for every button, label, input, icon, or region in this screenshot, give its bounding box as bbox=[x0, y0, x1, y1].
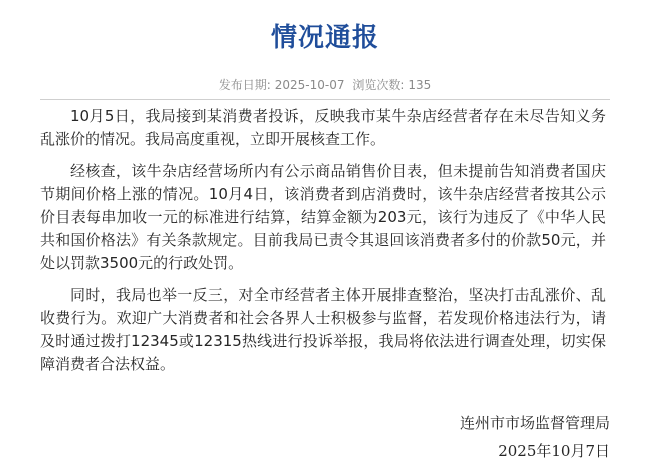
signature-date: 2025年10月7日 bbox=[498, 442, 610, 460]
paragraph-findings: 经核查，该牛杂店经营场所内有公示商品销售价目表，但未提前告知消费者国庆节期间价格上涨的情况。10月4日，该消费者到店消费时，该牛杂店经营者按其公示价目表每串加收一元的标准进行结算，结算金额为203元，该行为违反了《中华人民共和国价格法》有关条款规定。目前我局已责令其退回该消费者多付的价款50元，并处以罚款3500元的行政处罚。 bbox=[40, 162, 606, 272]
view-count-label: 浏览次数: bbox=[352, 78, 405, 92]
publish-date: 2025-10-07 bbox=[274, 78, 345, 92]
page-title: 情况通报 bbox=[270, 23, 379, 53]
publish-date-label: 发布日期: bbox=[218, 78, 271, 92]
paragraph-complaint: 10月5日，我局接到某消费者投诉，反映我市某牛杂店经营者存在未尽告知义务乱涨价的情况。我局高度重视，立即开展核查工作。 bbox=[40, 107, 606, 148]
paragraph-actions: 同时，我局也举一反三，对全市经营者主体开展排查整治，坚决打击乱涨价、乱收费行为。欢迎广大消费者和社会各界人士积极参与监督，若发现价格违法行为，请及时通过拨打12345或12315热线进行投诉举报，我局将依法进行调查处理，切实保障消费者合法权益。 bbox=[40, 286, 606, 373]
view-count: 135 bbox=[408, 78, 432, 92]
article-meta bbox=[0, 77, 650, 93]
signature-org: 连州市市场监督管理局 bbox=[459, 414, 610, 432]
article-body bbox=[40, 105, 606, 385]
header-divider bbox=[40, 99, 610, 100]
